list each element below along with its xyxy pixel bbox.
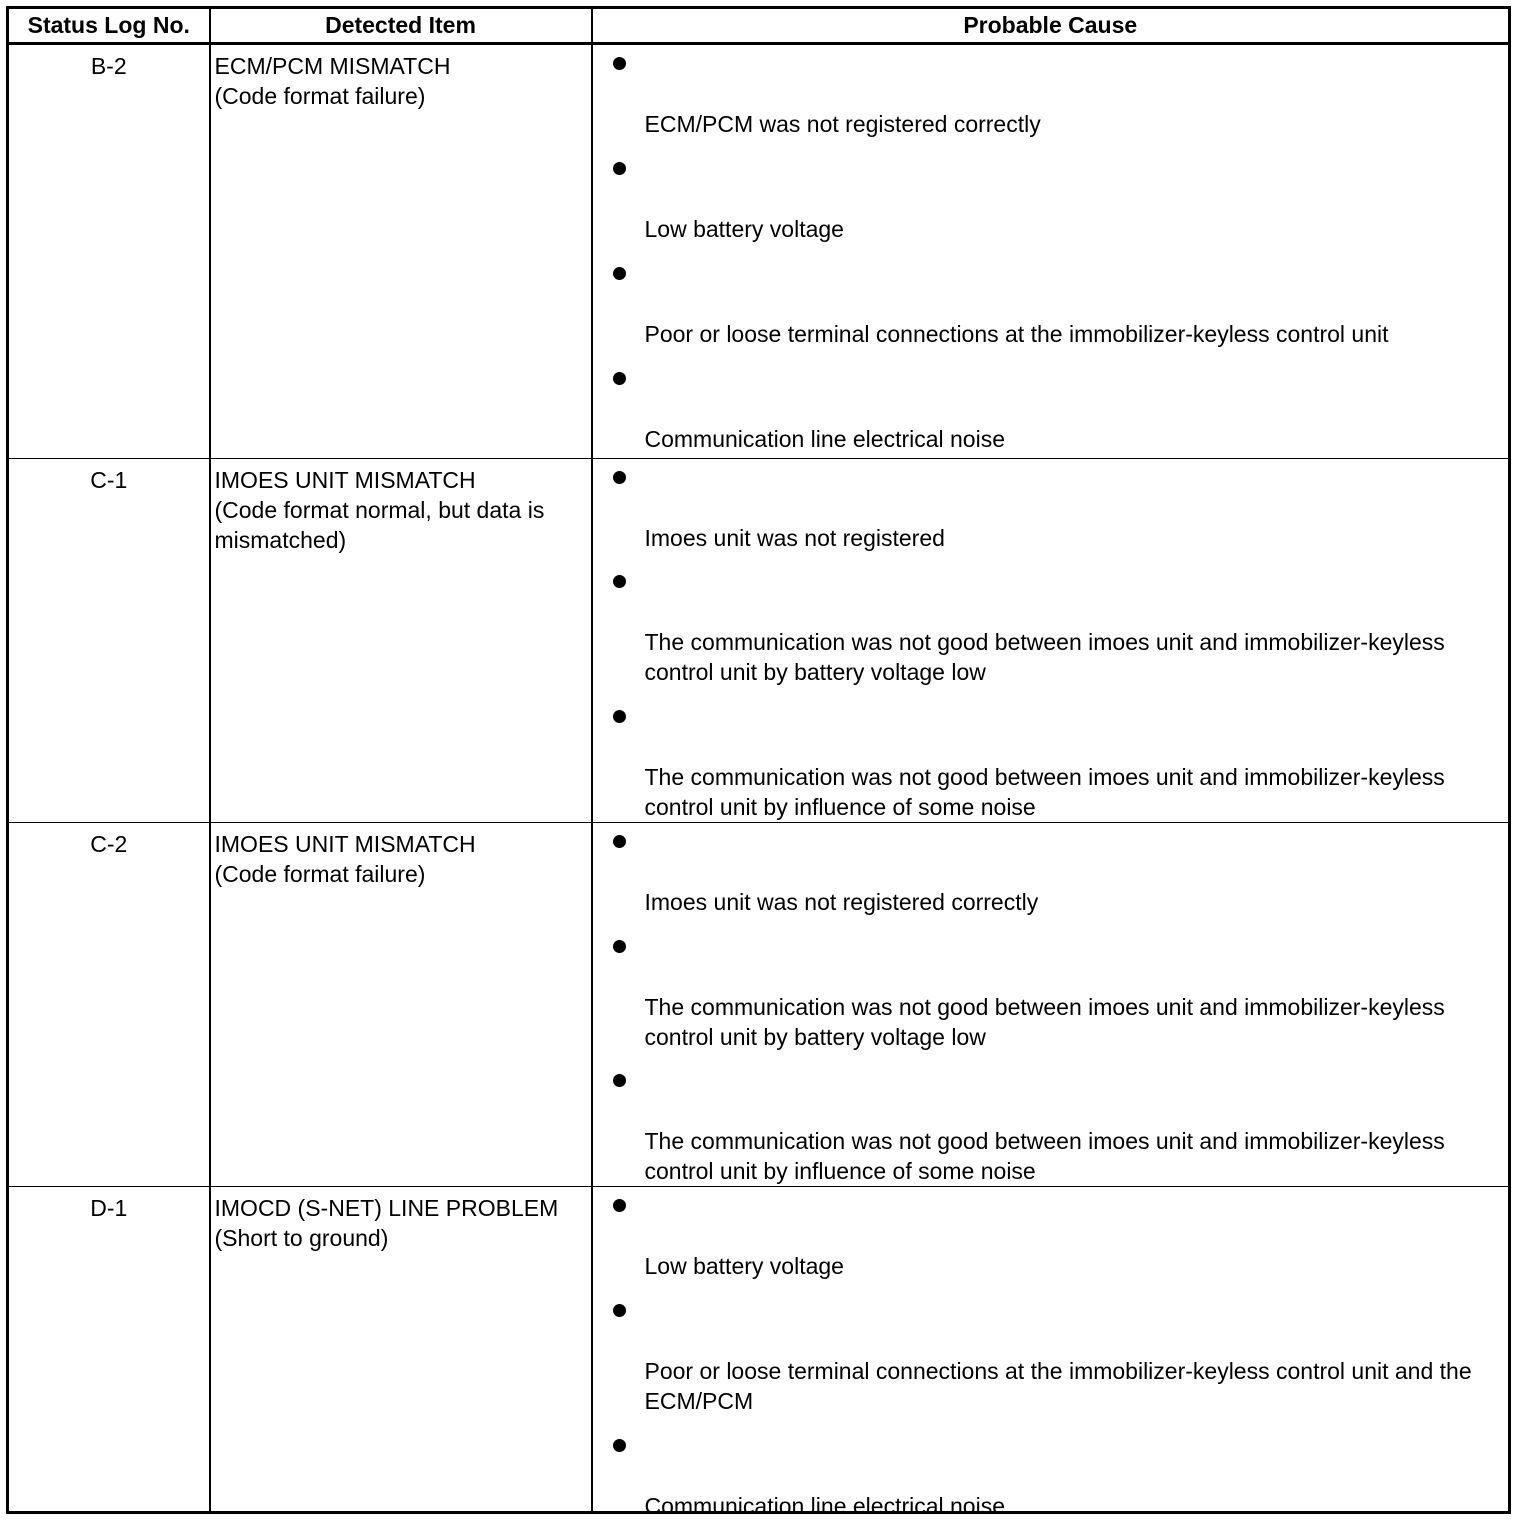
detected-item-detail: (Code format failure) [214,83,426,109]
cause-item [593,360,1509,458]
table-row [8,823,1510,1187]
detected-item [210,459,592,823]
bullet-icon [613,267,626,280]
probable-cause [592,459,1510,823]
detected-item-detail: (Short to ground) [214,1225,389,1251]
cause-item [593,928,1509,1062]
header-row [8,8,1510,44]
detected-item-detail: (Code format normal, but data is mismatched) [214,497,545,553]
bullet-icon [613,710,626,723]
cause-list [593,1187,1509,1519]
bullet-icon [613,57,626,70]
cause-list [593,823,1509,1186]
table-row [8,44,1510,459]
cause-item [593,563,1509,698]
bullet-icon [613,1439,626,1452]
cause-text: ECM/PCM was not registered correctly [644,111,1041,137]
cause-item [593,1292,1509,1427]
detected-item-title: ECM/PCM MISMATCH [214,53,451,79]
cause-text: Poor or loose terminal connections at the immobilizer-keyless control unit and the ECM/PCM [644,1358,1472,1414]
cause-item [593,459,1509,563]
cause-text: The communication was not good between imoes unit and immobilizer-keyless control unit by influence of some noise [644,764,1445,820]
cause-item [593,1187,1509,1292]
probable-cause [592,44,1510,459]
cause-list [593,459,1509,822]
cause-item [593,1062,1509,1186]
detected-item-title: IMOES UNIT MISMATCH [214,467,476,493]
detected-item-title: IMOES UNIT MISMATCH [214,831,476,857]
cause-item [593,45,1509,150]
cause-text: Poor or loose terminal connections at the immobilizer-keyless control unit [644,321,1389,347]
detected-item [210,44,592,459]
bullet-icon [613,1304,626,1317]
status-log-no: B-2 [8,44,210,459]
cause-text: Communication line electrical noise [644,426,1005,452]
header-status-log-no: Status Log No. [8,8,210,44]
cause-text: The communication was not good between imoes unit and immobilizer-keyless control unit by influence of some noise [644,1128,1445,1184]
bullet-icon [613,940,626,953]
bullet-icon [613,471,626,484]
cause-item [593,823,1509,928]
status-log-table [6,6,1511,1519]
cause-text: Communication line electrical noise [644,1493,1005,1519]
cause-item [593,150,1509,255]
detected-item [210,1187,592,1513]
cause-text: The communication was not good between imoes unit and immobilizer-keyless control unit by battery voltage low [644,994,1445,1050]
status-log-no: D-1 [8,1187,210,1513]
status-log-no: C-2 [8,823,210,1187]
cause-text: Imoes unit was not registered [644,525,945,551]
header-detected-item: Detected Item [210,8,592,44]
probable-cause [592,1187,1510,1519]
cause-text: The communication was not good between imoes unit and immobilizer-keyless control unit by battery voltage low [644,629,1445,685]
cause-text: Low battery voltage [644,1253,844,1279]
probable-cause [592,823,1510,1187]
bullet-icon [613,835,626,848]
cause-item [593,1427,1509,1519]
status-log-no: C-1 [8,459,210,823]
bullet-icon [613,1199,626,1212]
cause-item [593,698,1509,822]
cause-text: Low battery voltage [644,216,844,242]
bullet-icon [613,575,626,588]
table-row [8,1187,1510,1513]
cause-list [593,45,1509,458]
bullet-icon [613,372,626,385]
cause-text: Imoes unit was not registered correctly [644,889,1039,915]
cause-item [593,255,1509,360]
detected-item-title: IMOCD (S-NET) LINE PROBLEM [214,1195,559,1221]
table-row [8,459,1510,823]
header-probable-cause: Probable Cause [592,8,1510,44]
bullet-icon [613,1074,626,1087]
bullet-icon [613,162,626,175]
detected-item-detail: (Code format failure) [214,861,426,887]
detected-item [210,823,592,1187]
